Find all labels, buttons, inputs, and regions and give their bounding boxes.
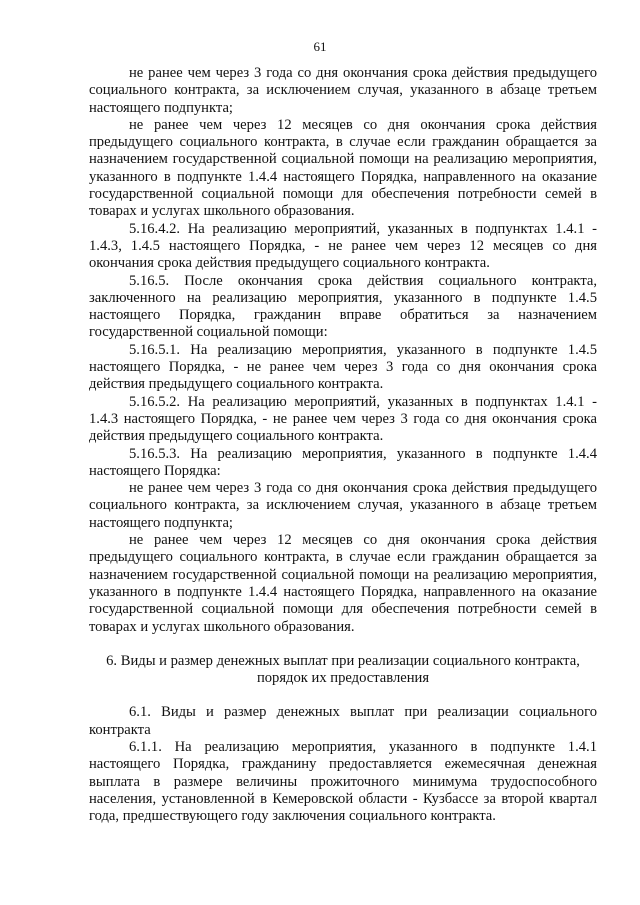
section-heading [89, 653, 597, 688]
paragraph: не ранее чем через 3 года со дня окончания срока действия предыдущего социального контракта, за исключением случая, указанного в абзаце третьем настоящего подпункта; [89, 480, 597, 531]
page-number: 61 [313, 39, 327, 54]
paragraph: не ранее чем через 12 месяцев со дня окончания срока действия предыдущего социального контракта, в случае если гражданин обращается за назначением государственной социальной помощи на реализацию мероприятия, указанного в подпункте 1.4.4 настоящего Порядка, направленного на оказание государственной социальной помощи для обеспечения потребности семей в товарах и услугах школьного образования. [89, 116, 597, 220]
paragraph: 6.1. Виды и размер денежных выплат при реализации социального контракта [89, 704, 597, 738]
section-heading-line: порядок их предоставления [256, 670, 430, 687]
paragraph: 5.16.4.2. На реализацию мероприятий, указанных в подпунктах 1.4.1 - 1.4.3, 1.4.5 настоящего Порядка, - не ранее чем через 12 месяцев со дня окончания срока действия предыдущего социального контракта. [89, 220, 597, 272]
document-body [89, 65, 597, 825]
section-heading-line: 6. Виды и размер денежных выплат при реализации социального контракта, [106, 652, 580, 669]
paragraph: 5.16.5.1. На реализацию мероприятия, указанного в подпункте 1.4.5 настоящего Порядка, - не ранее чем через 3 года со дня окончания срока действия предыдущего социального контракта. [89, 341, 597, 393]
paragraph: 5.16.5.2. На реализацию мероприятий, указанных в подпунктах 1.4.1 - 1.4.3 настоящего Порядка, - не ранее чем через 3 года со дня окончания срока действия предыдущего социального контракта. [89, 393, 597, 445]
paragraph: 6.1.1. На реализацию мероприятия, указанного в подпункте 1.4.1 настоящего Порядка, гражданину предоставляется ежемесячная денежная выплата в размере величины прожиточного минимума трудоспособного населения, установленной в Кемеровской области - Кузбассе за второй квартал года, предшествующего году заключения социального контракта. [89, 738, 597, 825]
paragraph: 5.16.5. После окончания срока действия социального контракта, заключенного на реализацию мероприятия, указанного в подпункте 1.4.5 настоящего Порядка, гражданин вправе обратиться за назначением государственной социальной помощи: [89, 272, 597, 341]
paragraph: 5.16.5.3. На реализацию мероприятия, указанного в подпункте 1.4.4 настоящего Порядка: [89, 445, 597, 479]
paragraph: не ранее чем через 12 месяцев со дня окончания срока действия предыдущего социального контракта, в случае если гражданин обращается за назначением государственной социальной помощи на реализацию мероприятия, указанного в подпункте 1.4.4 настоящего Порядка, направленного на оказание государственной социальной помощи для обеспечения потребности семей в товарах и услугах школьного образования. [89, 532, 597, 635]
paragraph: не ранее чем через 3 года со дня окончания срока действия предыдущего социального контракта, за исключением случая, указанного в абзаце третьем настоящего подпункта; [89, 65, 597, 116]
